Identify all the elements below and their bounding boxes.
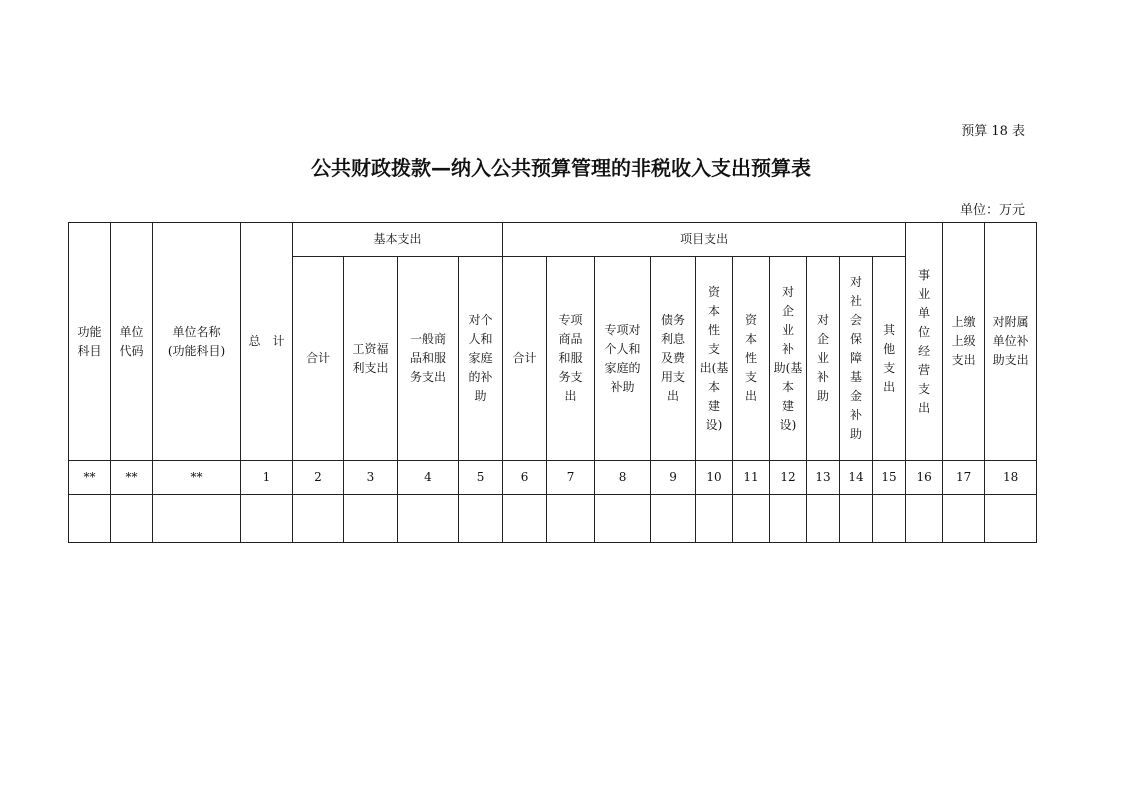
index-cell: 1	[241, 461, 293, 495]
header-business-expense: 事 业 单 位 经 营 支 出	[906, 223, 943, 461]
data-cell	[398, 495, 459, 543]
index-cell: 15	[873, 461, 906, 495]
header-project-capital-build: 资 本 性 支 出(基 本 建 设)	[696, 257, 733, 461]
index-cell: 4	[398, 461, 459, 495]
page-title: 公共财政拨款—纳入公共预算管理的非税收入支出预算表	[311, 156, 811, 180]
header-unit-name: 单位名称 (功能科目)	[153, 223, 241, 461]
table-number: 预算 18 表	[961, 124, 1025, 139]
data-cell	[651, 495, 696, 543]
data-cell	[696, 495, 733, 543]
data-cell	[943, 495, 985, 543]
data-cell	[503, 495, 547, 543]
data-cell	[733, 495, 770, 543]
data-cell	[595, 495, 651, 543]
index-cell: **	[153, 461, 241, 495]
unit-label: 单位：万元	[959, 203, 1025, 218]
header-project-debt: 债务 利息 及费 用支 出	[651, 257, 696, 461]
header-unit-code: 单位 代码	[111, 223, 153, 461]
data-cell	[906, 495, 943, 543]
budget-table	[68, 222, 1037, 543]
header-upper-remit: 上缴 上级 支出	[943, 223, 985, 461]
header-group-project: 项目支出	[503, 223, 906, 257]
index-cell: 7	[547, 461, 595, 495]
header-project-total: 合计	[503, 257, 547, 461]
index-cell: 9	[651, 461, 696, 495]
data-cell	[241, 495, 293, 543]
header-affiliated-subsidy: 对附属 单位补 助支出	[985, 223, 1037, 461]
header-project-personal: 专项对 个人和 家庭的 补助	[595, 257, 651, 461]
data-cell	[770, 495, 807, 543]
index-cell: 6	[503, 461, 547, 495]
header-basic-wages: 工资福 利支出	[344, 257, 398, 461]
header-total: 总 计	[241, 223, 293, 461]
index-cell: 14	[840, 461, 873, 495]
data-cell	[985, 495, 1037, 543]
index-cell: 5	[459, 461, 503, 495]
index-cell: **	[111, 461, 153, 495]
index-cell: 10	[696, 461, 733, 495]
index-cell: 12	[770, 461, 807, 495]
index-cell: 2	[293, 461, 344, 495]
header-project-social: 对 社 会 保 障 基 金 补 助	[840, 257, 873, 461]
index-cell: 3	[344, 461, 398, 495]
table-row	[69, 495, 1037, 543]
data-cell	[547, 495, 595, 543]
header-function-subject: 功能 科目	[69, 223, 111, 461]
data-cell	[840, 495, 873, 543]
header-project-enterprise-build: 对 企 业 补 助(基 本 建 设)	[770, 257, 807, 461]
header-basic-personal: 对个 人和 家庭 的补 助	[459, 257, 503, 461]
header-project-special-goods: 专项 商品 和服 务支 出	[547, 257, 595, 461]
index-cell: 17	[943, 461, 985, 495]
data-cell	[873, 495, 906, 543]
data-cell	[344, 495, 398, 543]
index-cell: 8	[595, 461, 651, 495]
data-cell	[69, 495, 111, 543]
data-cell	[459, 495, 503, 543]
header-basic-goods: 一般商 品和服 务支出	[398, 257, 459, 461]
index-cell: 16	[906, 461, 943, 495]
header-project-enterprise: 对 企 业 补 助	[807, 257, 840, 461]
data-cell	[293, 495, 344, 543]
header-group-basic: 基本支出	[293, 223, 503, 257]
header-basic-total: 合计	[293, 257, 344, 461]
index-cell: 18	[985, 461, 1037, 495]
index-cell: 13	[807, 461, 840, 495]
data-cell	[111, 495, 153, 543]
data-cell	[153, 495, 241, 543]
index-cell: **	[69, 461, 111, 495]
index-cell: 11	[733, 461, 770, 495]
header-project-capital: 资 本 性 支 出	[733, 257, 770, 461]
data-cell	[807, 495, 840, 543]
header-project-other: 其 他 支 出	[873, 257, 906, 461]
